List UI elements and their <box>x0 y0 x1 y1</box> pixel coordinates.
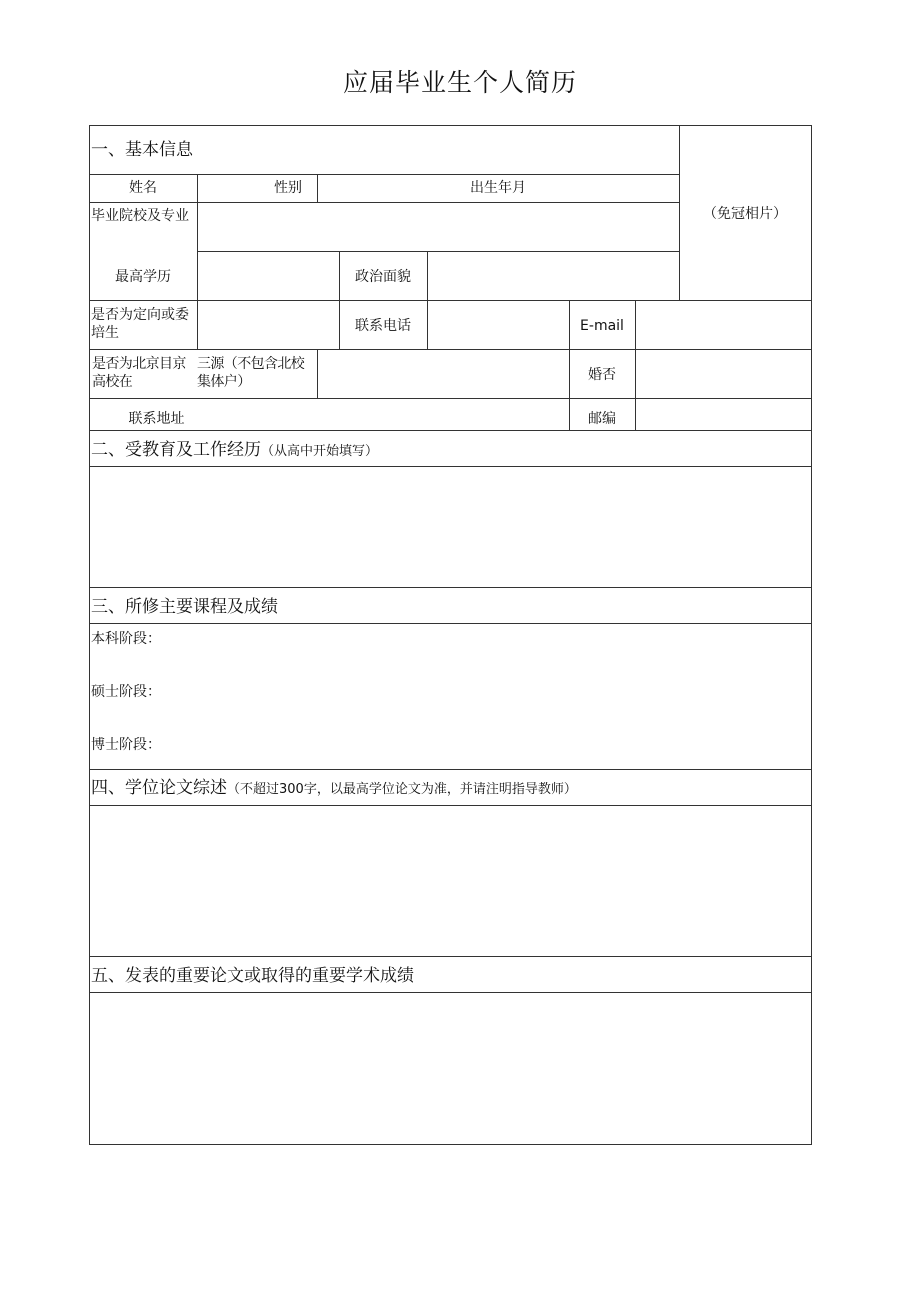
row-line <box>89 430 812 431</box>
address-field[interactable] <box>198 399 568 429</box>
source-field[interactable] <box>318 350 568 397</box>
row-line <box>89 956 812 957</box>
label-postcode: 邮编 <box>588 411 616 427</box>
row-line <box>89 174 679 175</box>
section-thesis-title: 四、学位论文综述 <box>91 778 227 798</box>
marital-field[interactable] <box>636 350 810 397</box>
label-doctor: 博士阶段： <box>91 737 161 753</box>
label-oriented: 是否为定向或委培生 <box>91 307 189 341</box>
achievements-area[interactable] <box>90 993 810 1143</box>
section-education-note: （从高中开始填写） <box>261 444 379 459</box>
oriented-field[interactable] <box>198 301 338 348</box>
label-school-major: 毕业院校及专业 <box>91 208 189 224</box>
row-line <box>89 769 812 770</box>
label-degree: 最高学历 <box>115 269 171 285</box>
politics-field[interactable] <box>428 252 678 299</box>
page-title: 应届毕业生个人简历 <box>342 68 577 97</box>
degree-field[interactable] <box>198 252 338 299</box>
label-gender: 性别 <box>274 180 302 196</box>
col-line <box>339 251 340 350</box>
section-thesis-note: （不超过300字，以最高学位论文为准，并请注明指导教师） <box>227 782 577 797</box>
section-courses-heading: 三、所修主要课程及成绩 <box>91 597 278 617</box>
school-major-field[interactable] <box>198 203 678 250</box>
row-line <box>89 587 812 588</box>
table-border-right <box>811 125 812 1145</box>
thesis-area[interactable] <box>90 806 810 955</box>
table-border-top <box>89 125 812 126</box>
label-source-b: 三源（不包含北校集体户） <box>197 356 305 390</box>
row-line <box>89 623 812 624</box>
label-name: 姓名 <box>129 180 157 196</box>
education-area[interactable] <box>90 467 810 586</box>
section-education-heading <box>91 441 378 461</box>
section-basic-heading: 一、基本信息 <box>91 140 193 160</box>
section-education-title: 二、受教育及工作经历 <box>91 440 261 460</box>
label-source-a: 是否为北京目京高校在 <box>92 356 186 390</box>
label-birth: 出生年月 <box>470 180 526 196</box>
label-email: E-mail <box>580 318 624 334</box>
label-politics: 政治面貌 <box>355 269 411 285</box>
col-line <box>197 174 198 203</box>
label-phone: 联系电话 <box>355 318 411 334</box>
label-marital: 婚否 <box>588 367 616 383</box>
label-undergrad: 本科阶段： <box>91 631 161 647</box>
label-address: 联系地址 <box>128 411 185 427</box>
section-thesis-heading <box>91 779 577 799</box>
phone-field[interactable] <box>428 301 568 348</box>
table-border-bottom <box>89 1144 812 1145</box>
section-achievements-heading: 五、发表的重要论文或取得的重要学术成绩 <box>91 966 414 986</box>
label-master: 硕士阶段： <box>91 684 161 700</box>
photo-placeholder: （免冠相片） <box>703 206 787 222</box>
postcode-field[interactable] <box>636 399 810 429</box>
email-field[interactable] <box>636 301 810 348</box>
